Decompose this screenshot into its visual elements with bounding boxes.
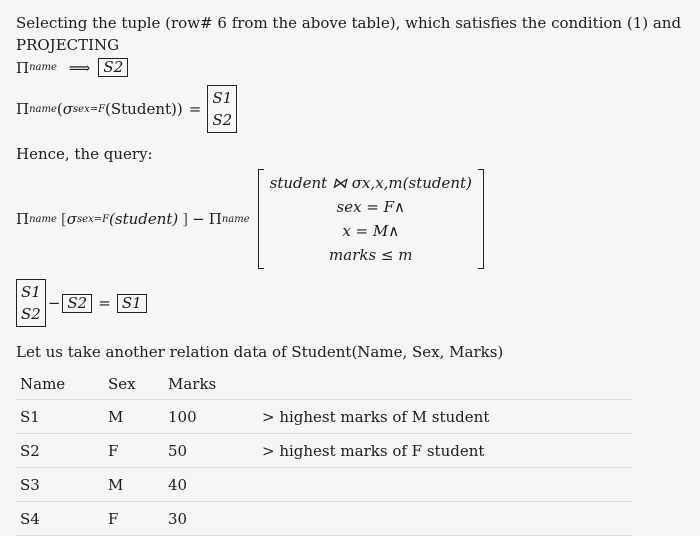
intro-text: Selecting the tuple (row# 6 from the above table), which satisfies the condition (1) and PROJECTING: [16, 14, 682, 54]
cell-note: > highest marks of F student: [258, 434, 632, 468]
condition-line-3: x = M∧: [342, 222, 400, 240]
header-name: Name: [16, 369, 104, 400]
result-top: S1: [21, 283, 41, 301]
condition-lines: [264, 169, 478, 269]
projection-result-line: [16, 58, 692, 77]
query-equation: [16, 169, 692, 269]
cell-sex: M: [104, 400, 164, 434]
implies-arrow: ⟹: [68, 58, 91, 77]
header-marks: Marks: [164, 369, 258, 400]
student-table: [16, 369, 632, 536]
cell-name: S1: [16, 400, 104, 434]
result-stack-box: [16, 279, 46, 327]
boxed-s2: S2: [62, 294, 92, 313]
pi-subscript: name: [29, 103, 57, 115]
final-result-equation: [16, 279, 692, 327]
table-row: [16, 468, 632, 502]
selection-equation: [16, 85, 692, 133]
hence-text: Hence, the query:: [16, 145, 153, 163]
relation-intro: Let us take another relation data of Student(Name, Sex, Marks): [16, 343, 504, 361]
table-row: [16, 434, 632, 468]
relation-name: (Student)): [105, 100, 183, 118]
cell-marks: 30: [164, 502, 258, 536]
result-stack-box: [207, 85, 237, 133]
cell-note: [258, 468, 632, 502]
minus-sign: −: [192, 210, 205, 228]
sigma-symbol: σ: [62, 100, 74, 118]
result-top: S1: [212, 89, 233, 107]
minus-sign: −: [47, 294, 61, 312]
equals-sign: =: [98, 294, 111, 312]
content-area: [16, 12, 692, 536]
close-bracket: ]: [182, 210, 189, 228]
intro-paragraph: [16, 12, 692, 56]
sigma-symbol: σ: [66, 210, 78, 228]
pi-symbol: Π: [16, 100, 30, 118]
sigma-subscript: sex=F: [73, 103, 106, 115]
pi-subscript: name: [29, 213, 57, 225]
cell-marks: 40: [164, 468, 258, 502]
sigma-subscript: sex=F: [77, 213, 110, 225]
open-bracket: [: [60, 210, 67, 228]
condition-line-2: sex = F∧: [336, 198, 406, 216]
cell-sex: F: [104, 434, 164, 468]
join-condition-block: [258, 169, 484, 269]
cell-sex: M: [104, 468, 164, 502]
header-sex: Sex: [104, 369, 164, 400]
table-row: [16, 502, 632, 536]
pi-symbol: Π: [16, 58, 30, 77]
cell-name: S3: [16, 468, 104, 502]
pi-symbol-2: Π: [208, 210, 222, 228]
cell-note: > highest marks of M student: [258, 400, 632, 434]
open-paren: (: [56, 100, 63, 118]
result-bottom: S2: [21, 305, 41, 323]
pi-symbol: Π: [16, 210, 30, 228]
cell-marks: 100: [164, 400, 258, 434]
relation-name: (student): [109, 210, 179, 228]
pi-subscript-2: name: [221, 213, 250, 225]
result-bottom: S2: [212, 111, 233, 129]
condition-line-1: student ⋈ σx,x,m(student): [269, 174, 472, 192]
cell-marks: 50: [164, 434, 258, 468]
pi-subscript: name: [29, 62, 57, 73]
right-bracket: [478, 169, 484, 269]
cell-name: S4: [16, 502, 104, 536]
table-header-row: [16, 369, 632, 400]
cell-sex: F: [104, 502, 164, 536]
cell-name: S2: [16, 434, 104, 468]
boxed-result-s2: S2: [98, 58, 128, 77]
condition-line-4: marks ≤ m: [329, 246, 413, 264]
header-note: [258, 369, 632, 400]
boxed-s1: S1: [117, 294, 147, 313]
equals-sign: =: [188, 100, 202, 118]
cell-note: [258, 502, 632, 536]
table-row: [16, 400, 632, 434]
